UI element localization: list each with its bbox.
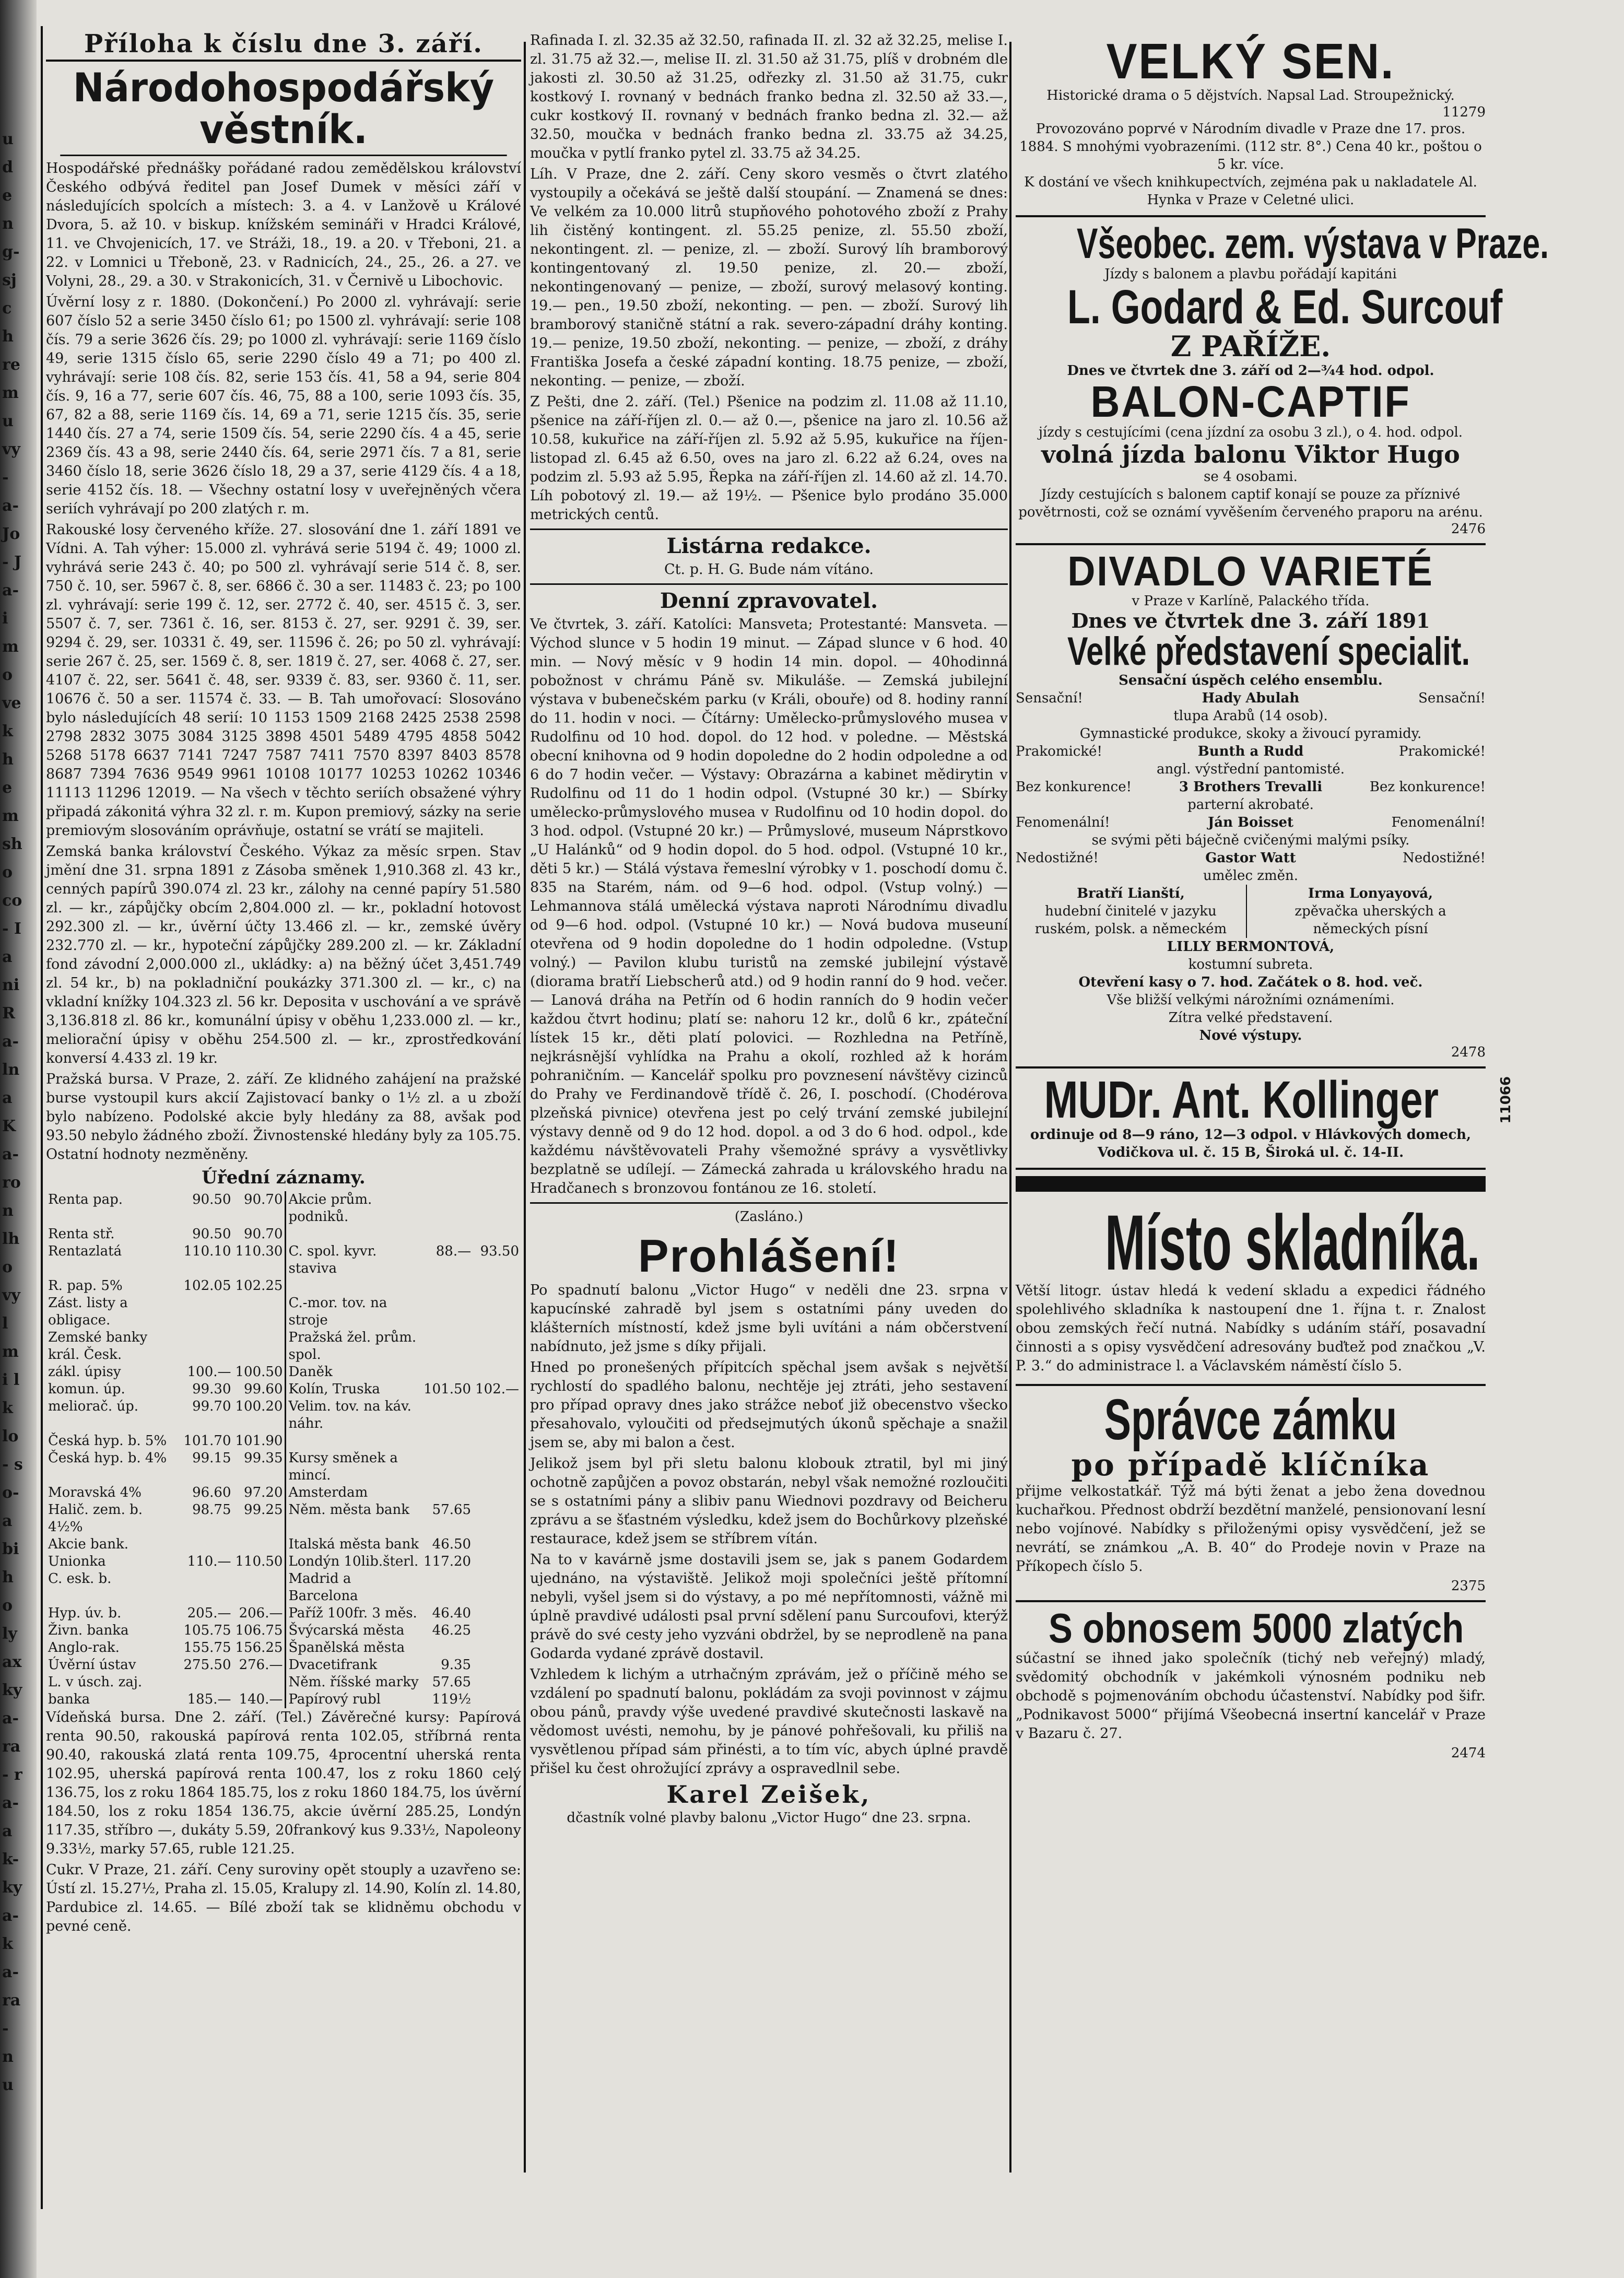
- ad-exhibition-title: Všeobec. zem. výstava v Praze.: [1077, 220, 1549, 267]
- rates-value-cell: 100.—: [187, 1364, 231, 1380]
- ad-variete-act-desc: angl. výstřední pantomisté.: [1156, 761, 1345, 777]
- daily-reporter-heading: Denní zpravovatel.: [660, 589, 878, 613]
- rates-label-cell: Italská města bank: [286, 1536, 421, 1553]
- rates-value-cell: 101.90: [235, 1432, 283, 1449]
- article-lectures: Hospodářské přednášky pořádané radou zemědělskou království Českého odbývá ředitel pan Josef Dumek v měsíci září v následujících spolcích a místech: 3. a 4. v Lanžově u Králové Dvora, 5. až 10. v biskup. knížském semináři v Hradci Králové, 11. ve Chvojenicích, 17. ve Stráži, 18., 19. a 20. v Třeboni, 21. a 22. v Lomnici u Třeboně, 23. v Radnicích, 24., 25., 26. a 27. ve Volyni, 28., 29. a 30. v Strakonicích, 31. v Černivě u Libochovic.: [46, 160, 521, 289]
- rates-value-cell: [421, 1570, 473, 1605]
- article-credit-lots: Úvěrní losy z r. 1880. (Dokončení.) Po 2000 zl. vyhrávají: serie 607 číslo 52 a serie 3450 číslo 61; po 1500 zl. vyhrávají: serie 108 čís. 79 a serie 3626 čís. 29; po 1000 zl. vyhrávají: serie 1169 číslo 49, serie 1315 číslo 65, serie 2290 číslo 49 a 71; po 400 zl. vyhrávají: serie 108 čís. 82, serie 153 čís. 41, 58 a 94, serie 804 čís. 9, 16 a 77, serie 607 čís. 46, 75, 88 a 100, serie 1093 čís. 35, 67, 82 a 88, serie 1169 čís. 14, 69 a 71, serie 1215 čís. 35, serie 1440 čís. 27 a 74, serie 1509 čís. 54, serie 2290 čís. 4 a 45, serie 2369 čís. 43 a 98, serie 2440 čís. 64, serie 2971 čís. 7 a 81, serie 3460 číslo 18, serie 3626 číslo 18, 29 a 37, serie 4129 čís. 4 a 18, serie 4152 čís. 18. — Všechny ostatní losy v uveřejněných včera seriích vyhrávají po 200 zlatých r. m.: [46, 293, 521, 517]
- column-economics: [46, 31, 521, 2141]
- rates-value-cell: 88.—: [436, 1243, 472, 1259]
- rates-value-cell: [473, 1622, 521, 1639]
- signature-note: dčastník volné plavby balonu „Victor Hugo“ dne 23. srpna.: [567, 1810, 971, 1826]
- rates-label-cell: Akcie prům. podniků.: [286, 1191, 421, 1226]
- ad-variete-act-desc: parterní akrobaté.: [1187, 796, 1314, 813]
- rates-row: [46, 1381, 521, 1398]
- rates-label-cell: Česká hyp. b. 5%: [48, 1432, 167, 1449]
- rates-row: [46, 1622, 521, 1639]
- rates-label-cell: Anglo-rak.: [48, 1639, 120, 1655]
- ad-variete-act-desc: umělec změn.: [1203, 867, 1299, 884]
- rates-row: [46, 1398, 521, 1432]
- rates-value-cell: 119½: [432, 1691, 472, 1707]
- ad-exhibition-line2: Dnes ve čtvrtek dne 3. září od 2—¾4 hod. odpol.: [1067, 363, 1434, 379]
- rates-row: [46, 1605, 521, 1622]
- ad-variete-tag: Fenomenální!: [1016, 814, 1110, 830]
- rates-label-cell: [286, 1277, 421, 1295]
- rates-table: [46, 1191, 521, 1708]
- rates-value-cell: 101.70: [183, 1432, 231, 1449]
- rates-value-cell: 96.60: [192, 1484, 231, 1500]
- proclamation-p3: Jelikož jsem byl při sletu balonu klobouk ztratil, byl mi jiný ochotně zapůjčen a povoz obstarán, nebyl však nemožné rozloučiti se s ostatními pány a slibiv panu Wiednovi pozdravy od Beicheru zprávu a se šťastném výsledku, kdež jsem do Bochůrkovy plzeňské restaurace, kdež jsem se stříbrem vítán.: [530, 1455, 1008, 1547]
- rates-label-cell: Pražská žel. prům. spol.: [286, 1329, 421, 1364]
- rates-row: [46, 1226, 521, 1243]
- article-prague-exchange: Pražská bursa. V Praze, 2. září. Ze klidného zahájení na pražské burse vystoupil kurs akcií Zajistovací banky o 1½ zl. a u zboží bylo nabízeno. Podolské akcie byly hledány za 88, avšak pod 93.50 nebylo žádného zboží. Živnostenské hledány byly za 105.75. Ostatní hodnoty nezměněny.: [46, 1071, 521, 1163]
- article-land-bank: Zemská banka království Českého. Výkaz za měsíc srpen. Stav jmění dne 31. srpna 1891 z Zásoba směnek 1,910.368 zl. 43 kr., cenných papírů 390.074 zl. 23 kr., zálohy na cenné papíry 51.580 zl. — kr., zápůjčky obcím 2,804.000 zl. — kr., pokladní hotovost 292.300 zl. — kr., úvěrní účty 13.466 zl. — kr., zemské úvěry 232.770 zl. — kr., hypoteční zápůjčky 289.200 zl. — kr. Základní fond závodní 2,000.000 zl., ukládky: a) na běžný účet 3,451.749 zl. 54 kr., b) na pokladniční poukázky 371.300 zl. — kr., c) na vkladní knížky 104.323 zl. 56 kr. Deposita v uschování a ve správě 3,136.818 zl. 86 kr., komunální úpisy v oběhu 1,233.000 zl. — kr., meliorační úpisy v oběhu 254.500 zl. — kr., zprostředkování konversí 4.433 zl. 19 kr.: [46, 843, 521, 1066]
- ad-variete-act: Bunth a Rudd: [1197, 743, 1304, 759]
- rates-value-cell: 99.15: [192, 1450, 231, 1466]
- ad-investment-number: 2474: [1451, 1745, 1486, 1761]
- rates-value-cell: 101.50: [423, 1381, 472, 1397]
- rates-value-cell: [473, 1432, 521, 1450]
- rates-label-cell: [286, 1226, 421, 1243]
- rates-label-cell: Renta stř.: [48, 1226, 115, 1242]
- ad-variete-tag: Nedostižné!: [1016, 850, 1099, 866]
- ad-variete-today: Dnes ve čtvrtek dne 3. září 1891: [1071, 608, 1430, 632]
- ad-exhibition-line3: jízdy s cestujícími (cena jízdní za osobu 3 zl.), o 4. hod. odpol.: [1038, 425, 1463, 441]
- rates-value-cell: 110.—: [187, 1553, 231, 1569]
- rates-label-cell: Halič. zem. b. 4½%: [48, 1501, 143, 1535]
- rates-label-cell: Kolín, Truska: [286, 1381, 421, 1398]
- ad-variete-tag: Fenomenální!: [1391, 814, 1486, 830]
- ad-warehouse-keeper: [1016, 1198, 1486, 1386]
- rates-value-cell: [473, 1226, 521, 1243]
- proclamation-p4: Na to v kavárně jsme dostavili jsem se, jak s panem Godardem ujednáno, na výstaviště. Jelikož moji společníci ještě přítomní nebyli, vyšel jsem si do výstavy, a po mé nepřítomnosti, vážně mi úplně pravdivé události psal první sdělení panu Surcoufovi, kterýž právě do své cesty jeho vyzváni obdržel, by se neprodleně na pana Godarda vydané zprávě dostavil.: [530, 1552, 1008, 1662]
- supplement-header: Příloha k číslu dne 3. září.: [46, 31, 521, 62]
- rates-value-cell: [473, 1639, 521, 1657]
- article-vienna-exchange: Vídeňská bursa. Dne 2. září. (Tel.) Závěrečné kursy: Papírová renta 90.50, rakouská papírová renta 102.05, stříbrná renta 90.40, rakouská zlatá renta 109.75, 4procentní uherská renta 102.95, uherská papírová renta 100.47, los z roku 1860 celý 136.75, los z roku 1864 185.75, los z roku 1860 184.75, los úvěrní 184.50, los z roku 1854 136.75, akcie úvěrní 285.25, Londýn 117.35, stříbro —, dukáty 5.59, 20frankový kus 9.33½, Napoleony 9.33½, marky 57.65, ruble 121.25.: [46, 1709, 521, 1857]
- rates-label-cell: C. esk. b.: [48, 1570, 112, 1587]
- ad-exhibition-line5: Jízdy cestujících s balonem captif konají se pouze za příznivé povětrnosti, což se oznámí vyvěšením červeného praporu na arénu.: [1018, 486, 1483, 520]
- ad-variete-line2: Sensační úspěch celého ensemblu.: [1119, 672, 1383, 688]
- rates-value-cell: 106.75: [235, 1622, 283, 1638]
- rates-value-cell: 185.—: [187, 1691, 231, 1707]
- ad-velky-sen-title: VELKÝ SEN.: [1106, 33, 1395, 89]
- ad-variete-tag: Bez konkurence!: [1369, 779, 1486, 795]
- ad-variete-line9: Vše bližší velkými nárožními oznámeními.: [1107, 992, 1395, 1008]
- rates-label-cell: Papírový rubl: [286, 1691, 421, 1708]
- ad-exhibition-from: Z PAŘÍŽE.: [1170, 330, 1331, 363]
- binding-spine: [0, 0, 37, 2278]
- rates-value-cell: [421, 1277, 473, 1295]
- rates-value-cell: [473, 1657, 521, 1674]
- rates-value-cell: [473, 1364, 521, 1381]
- rates-row: [46, 1484, 521, 1501]
- rates-label-cell: Zemské banky král. Česk.: [48, 1329, 148, 1363]
- column-divider: [1009, 42, 1011, 2173]
- column-divider: [524, 42, 526, 2173]
- editor-letters-heading: Listárna redakce.: [666, 534, 872, 558]
- rates-label-cell: Španělská města: [286, 1639, 421, 1657]
- rates-label-cell: Paříž 100fr. 3 měs.: [286, 1605, 421, 1622]
- rates-row: [46, 1432, 521, 1450]
- ad-variete-duo-left: [1016, 885, 1247, 938]
- rates-value-cell: 140.—: [239, 1691, 283, 1707]
- rates-value-cell: [421, 1226, 473, 1243]
- ad-castle-number: 2375: [1451, 1578, 1486, 1594]
- rates-row: [46, 1277, 521, 1295]
- ad-warehouse-text: Větší litogr. ústav hledá k vedení skladu a expedici řádného spolehlivého skladníka k nastoupení dne 1. října t. r. Znalost obou zemských řečí nutná. Nabídky s udáním stáří, posavadní činnosti a s opisy vysvědčení adresovány buďtež pod značkou „V. P. 3.“ do administrace l. a Václavském náměstí číslo 5.: [1016, 1282, 1486, 1374]
- rates-row: [46, 1191, 521, 1226]
- rates-row: [46, 1674, 521, 1691]
- ad-investment-text: súčastní se ihned jako společník (tichý neb veřejný) mladý, svědomitý obchodník v jakémkoli výnosném podniku neb obchodě s pojmenováním obchodu účastenství. Nabídky pod šifr. „Podnikavost 5000“ přijímá Všeobecná insertní kancelář v Praze v Bazaru č. 27.: [1016, 1650, 1486, 1742]
- rates-value-cell: [421, 1450, 473, 1484]
- rates-value-cell: [421, 1639, 473, 1657]
- divider: [530, 529, 1008, 530]
- rates-value-cell: 90.70: [244, 1226, 283, 1242]
- article-red-cross-lots: Rakouské losy červeného kříže. 27. slosování dne 1. září 1891 ve Vídni. A. Tah výher: 15.000 zl. vyhrává serie 5194 č. 49; 1000 zl. vyhrává serie 243 č. 40; po 500 zl. vyhrávají serie 514 č. 8, ser. 750 č. 10, ser. 5967 č. 8, ser. 6866 č. 30 a ser. 11483 č. 23; po 100 zl. vyhrávají: serie 199 č. 12, ser. 2772 č. 40, ser. 4515 č. 3, ser. 5507 č. 7, ser. 7361 č. 16, ser. 8153 č. 27, ser. 9291 č. 39, ser. 9294 č. 29, ser. 10331 č. 49, ser. 11596 č. 26; po 50 zl. vyhrávají: serie 267 č. 25, ser. 1569 č. 8, ser. 1819 č. 27, ser. 4068 č. 27, ser. 4107 č. 22, ser. 5641 č. 48, ser. 9339 č. 83, ser. 9360 č. 11, ser. 10676 č. 50 a ser. 11574 č. 33. — B. Tah umořovací: Slosováno bylo následujících 48 serií: 10 1153 1509 2168 2425 2538 2598 2798 2832 3075 3084 3125 3898 4501 5489 4795 4858 5042 5268 5178 6637 7141 7247 7587 7411 7570 8397 8403 8578 8687 7394 7636 9549 9961 10108 10177 10253 10262 10346 11113 11296 12019. — Na všech v těchto seriích obsažené výhry připadá zákonitá výhra 32 zl. r. m. Kupon premiový, sázky na serie premiovým slosováním oprávňuje, ostatní se vrátí se majiteli.: [46, 521, 521, 839]
- rates-value-cell: 99.35: [244, 1450, 283, 1466]
- ad-variete-title: DIVADLO VARIETÉ: [1067, 547, 1434, 594]
- rates-value-cell: [473, 1536, 521, 1553]
- divider: [530, 583, 1008, 585]
- ad-castle-manager: [1016, 1386, 1486, 1602]
- rates-value-cell: 98.75: [192, 1501, 231, 1518]
- rates-value-cell: 156.25: [235, 1639, 283, 1655]
- rates-value-cell: [473, 1191, 521, 1226]
- ad-warehouse-title: Místo skladníka.: [1105, 1198, 1480, 1286]
- ad-variete-duo-row: [1016, 885, 1486, 938]
- ad-variete-act-row: [1016, 689, 1486, 707]
- ad-investment: [1016, 1602, 1486, 1767]
- rates-label-cell: zákl. úpisy: [48, 1364, 121, 1380]
- ad-variete-line10: Zítra velké představení.: [1168, 1009, 1333, 1026]
- ad-exhibition-line1: Jízdy s balonem a plavbu pořádají kapitáni: [1104, 266, 1397, 282]
- rates-label-cell: komun. úp.: [48, 1381, 125, 1397]
- rates-label-cell: meliorač. úp.: [48, 1398, 138, 1414]
- ad-variete-act: Gastor Watt: [1205, 850, 1296, 866]
- rates-label-cell: Moravská 4%: [48, 1484, 142, 1500]
- rates-value-cell: [182, 1536, 233, 1553]
- ad-variete-tag: Bez konkurence!: [1016, 779, 1132, 795]
- rates-label-cell: C. spol. kyvr. staviva: [286, 1243, 421, 1277]
- rates-label-cell: Zást. listy a obligace.: [48, 1295, 128, 1328]
- ad-velky-sen-line1: Historické drama o 5 dějstvích. Napsal Lad. Stroupežnický.: [1046, 88, 1455, 103]
- article-pest-grain: Z Pešti, dne 2. září. (Tel.) Pšenice na podzim zl. 11.08 až 11.10, pšenice na září-říjen zl. 0.— až 0.—, pšenice na jaro zl. 10.56 až 10.58, kukuřice na září-říjen zl. 5.92 až 5.95, kukuřice na říjen-listopad zl. 6.45 až 6.50, oves na jaro zl. 6.22 až 6.24, oves na podzim zl. 5.93 až 5.95, Řepka na září-říjen zl. 14.60 až zl. 14.70. Líh pobotový zl. 19.— až 19½. — Pšenice bylo prodáno 35.000 metrických centů.: [530, 394, 1008, 523]
- ad-exhibition-number: 2476: [1451, 521, 1486, 537]
- ad-exhibition-balloon: [1016, 217, 1549, 545]
- spine-fragment-text: ude ng- sjch rem u vy- a- Jo- Ja- imo vek hem sho co- I a ni Ra- lna Ka- ron lho vyl mi lk lo- so- a bi ho ly ax ky a- ra- ra- ak- ky a- ka- ra- nu: [2, 130, 23, 2094]
- rates-row: [46, 1657, 521, 1674]
- ad-variete-act: LILLY BERMONTOVÁ,: [1167, 938, 1335, 955]
- rates-value-cell: [473, 1501, 521, 1536]
- ad-variete: [1016, 545, 1486, 1068]
- article-sugar: Cukr. V Praze, 21. září. Ceny suroviny opět stouply a uzavřeno se: Ústí zl. 15.27½, Praha zl. 15.05, Kralupy zl. 14.90, Kolín zl. 14.80, Pardubice zl. 14.65. — Bílé zboží tak se klidněmu obchodu v pevné ceně.: [46, 1861, 521, 1934]
- ad-variete-tag: Sensační!: [1418, 690, 1486, 706]
- ad-variete-big: Velké představení specialit.: [1067, 629, 1470, 674]
- ad-variete-act: Ján Boisset: [1207, 814, 1294, 830]
- ad-variete-act-row: [1016, 778, 1486, 796]
- rates-row: [46, 1329, 521, 1364]
- rates-value-cell: [233, 1329, 286, 1364]
- section-title: Národohospodářský věstník.: [60, 67, 507, 156]
- rates-value-cell: [473, 1398, 521, 1432]
- rates-label-cell: Velim. tov. na káv. náhr.: [286, 1398, 421, 1432]
- rates-value-cell: [473, 1674, 521, 1691]
- rates-value-cell: 100.50: [235, 1364, 283, 1380]
- ad-variete-line3: Gymnastické produkce, skoky a živoucí pyramidy.: [1079, 725, 1422, 742]
- rates-value-cell: 276.—: [239, 1657, 283, 1673]
- rates-value-cell: 205.—: [187, 1605, 231, 1621]
- ad-variete-act-desc: kostumní subreta.: [1188, 956, 1313, 972]
- rates-value-cell: [473, 1484, 521, 1501]
- rates-label-cell: banka: [48, 1691, 90, 1707]
- rates-label-cell: C.-mor. tov. na stroje: [286, 1295, 421, 1329]
- ad-kollinger-vertical-number: 11066: [1498, 1076, 1514, 1124]
- rates-label-cell: Daněk: [286, 1364, 421, 1381]
- rates-label-cell: Madrid a Barcelona: [286, 1570, 421, 1605]
- ad-variete-act: Bratří Lianští,: [1077, 885, 1185, 901]
- rates-row: [46, 1295, 521, 1329]
- ad-variete-act-row: [1016, 849, 1486, 867]
- column-ads: [1016, 31, 1549, 2141]
- ad-variete-line8: Otevření kasy o 7. hod. Začátek o 8. hod. več.: [1078, 974, 1423, 990]
- ad-velky-sen-line2: Provozováno poprvé v Národním divadle v Praze dne 17. pros. 1884. S mnohými vyobrazeními. (112 str. 8°.) Cena 40 kr., poštou o 5 kr. více.: [1019, 121, 1482, 172]
- daily-reporter-text: Ve čtvrtek, 3. září. Katolíci: Mansveta; Protestanté: Mansveta. — Východ slunce v 5 hodin 19 minut. — Západ slunce v 6 hod. 40 min. — Nový měsíc v 9 hodin 14 min. dopol. — 40hodinná pobožnost v chrámu Páně sv. Mikuláše. — Zemská jubilejní výstava v bubenečském parku (v Králi, obouře) od 8. hodiny ranní do 11. hodin v noci. — Čítárny: Umělecko-průmyslového musea v Rudolfinu od 10 hod. dopol. do 12 hod. v poledne. — Městská obecní knihovna od 9 hodin dopoledne do 2 hodin odpoledne a od 6 do 7 hodin večer. — Výstavy: Obrazárna a kabinet mědirytin v Rudolfinu od 11 do 1 hodin odpol. (Vstupné 30 kr.) — Sbírky umělecko-průmyslového musea v Rudolfinu od 10 hodin dopol. do 3 hod. odpol. (Vstupné 20 kr.) — Průmyslové, museum Náprstkovo „U Halánků“ od 9 hodin dopol. do 5 hod. odpol. (Vstupné 10 kr., děti 5 kr.) — Stálá výstava řemeslní výrobky v 1. poschodí domu č. 835 na Starém, nám. od 9—6 hod. odpol. (Vstup volný.) — Lehmannova stálá umělecká výstava naproti Národnímu divadlu od 9—6 hod. odpol. (Vstupné 10 kr.) — Nová budova museuní otevřena od 9 hodin dopoledne do 1 hodin odpoledne. (Vstup volný.) — Pavilon klubu turistů na zemské jubilejní výstavě (diorama bratří Liebscherů atd.) od 9 hodin ranní do 9 hod. večer. — Lanová dráha na Petřín od 6 hodin ranních do 9 hodin večer každou čtvrt hodinu; platí se: nahoru 12 kr., dolů 6 kr., zpáteční lístek 15 kr., děti platí polovici. — Rozhledna na Petříně, nejkrásnější vyhlídka na Prahu a okolí, rozhled až k horám pohraničním. — Kancelář spolku pro povznesení návštěvy cizinců do Prahy ve Ferdinandově třídě č. 26, I. poschodí. (Chodérova plzeňská pivnice) otevřena jest po celý trvání zemské jubilejní výstavy denně od 9 do 12 hod. dopol. a od 3 do 6 hod. odpol., kde každému návštěvovateli Prahy všemožné správy a vysvětlivky bezplatně se udílejí. — Zámecká zahrada u královského hradu na Hradčanech s bronzovou fontánou ze 16. století.: [530, 616, 1008, 1196]
- rates-value-cell: 97.20: [244, 1484, 283, 1500]
- proclamation-p1: Po spadnutí balonu „Victor Hugo“ v neděli dne 23. srpna v kapucínské zahradě byl jsem s ostatními pány uveden do klášterních místností, kdež jsme byli uvítáni a nám občerstvení nabídnuto, jež jsme s díky přijali.: [530, 1282, 1008, 1355]
- proclamation-p2: Hned po pronešených přípitcích spěchal jsem avšak s největší rychlostí do spadlého balonu, nechtěje jej ztráti, jeho sestavení pro případ opravy dnes jako strážce neboť již obecenstvo všecko přesahovalo, vyloučiti od předsejmutých úkonů spěchaje a snažil jsem se, aby mi balon a čest.: [530, 1359, 1008, 1451]
- ad-variete-act-row: [1016, 814, 1486, 831]
- rates-value-cell: 110.30: [235, 1243, 283, 1259]
- ad-variete-line1: v Praze v Karlíně, Palackého třída.: [1132, 593, 1370, 609]
- rates-label-cell: Živn. banka: [48, 1622, 129, 1638]
- ad-velky-sen-number: 11279: [1442, 104, 1486, 120]
- proclamation-p5: Vzhledem k lichým a utrhačným zprávám, jež o příčině mého se vzdálení po spadnutí balonu, pokládám za svoji povinnost v zájmu obou pánů, pravdy výše uvedené pravdivé skutečnosti laskavě na vědomost uvésti, nemohu, by je pánové pohřešovali, ku přiliš na vysvětlenou případ sám přinésti, a to tím víc, abych úplné pravdě přišel ku čest ohrožující zprávy a ospravedlnil sebe.: [530, 1666, 1008, 1777]
- rates-value-cell: 206.—: [239, 1605, 283, 1621]
- ad-variete-number: 2478: [1451, 1044, 1486, 1060]
- rates-value-cell: [233, 1536, 286, 1553]
- rates-value-cell: 110.50: [235, 1553, 283, 1569]
- rates-table-heading: Úřední záznamy.: [202, 1167, 366, 1188]
- rates-value-cell: [421, 1191, 473, 1226]
- rates-label-cell: L. v úsch. zaj.: [48, 1674, 143, 1690]
- rates-value-cell: 102.05: [183, 1277, 231, 1294]
- ad-exhibition-names: L. Godard & Ed. Surcouf: [1067, 280, 1503, 334]
- ad-variete-duo-right: [1255, 885, 1486, 938]
- rates-row: [46, 1450, 521, 1484]
- rates-label-cell: Úvěrní ústav: [48, 1657, 136, 1673]
- rates-value-cell: [233, 1295, 286, 1329]
- rates-value-cell: [233, 1674, 286, 1691]
- rates-value-cell: [182, 1329, 233, 1364]
- ad-variete-act: Hady Abulah: [1202, 690, 1300, 706]
- ad-variete-act-desc: se svými pěti báječně cvičenými malými psíky.: [1091, 832, 1410, 848]
- rates-value-cell: [473, 1295, 521, 1329]
- divider: [530, 1202, 1008, 1204]
- article-sugar-prices: Rafinada I. zl. 32.35 až 32.50, rafinada II. zl. 32 až 32.25, melise I. zl. 31.75 až 32.—, melise II. zl. 31.50 až 31.75, plíš v drobném dle jakosti zl. 30.50 až 31.25, odřezky zl. 31.50 až 31.75, cukr kostkový I. rovnaný v bednách franko bedna zl. 32.50 až 33.—, cukr kostkový II. rovnaný v bednách franko bedna zl. 32.— až 32.50, moučka v bednách franko bedna zl. 33.75 až 34.25, moučka v pytlí franko pytel zl. 33.75 až 34.25.: [530, 32, 1008, 161]
- rates-label-cell: Něm. říšské marky: [286, 1674, 421, 1691]
- rates-label-cell: Švýcarská města: [286, 1622, 421, 1639]
- ad-variete-act-desc: hudební činitelé v jazyku ruském, polsk. a německém: [1034, 903, 1227, 937]
- rates-value-cell: 102.—: [475, 1381, 519, 1397]
- rates-value-cell: [421, 1364, 473, 1381]
- ad-exhibition-free: volná jízda balonu Viktor Hugo: [1041, 440, 1460, 469]
- rates-row: [46, 1570, 521, 1605]
- ad-kollinger-hours: ordinuje od 8—9 ráno, 12—3 odpol. v Hlávkových domech, Vodičkova ul. č. 15 B, Široká ul. č. 14-II.: [1030, 1126, 1472, 1160]
- rates-value-cell: 90.50: [192, 1226, 231, 1242]
- rates-value-cell: 93.50: [480, 1243, 519, 1259]
- ad-investment-title: S obnosem 5000 zlatých: [1049, 1604, 1464, 1651]
- rates-value-cell: [421, 1432, 473, 1450]
- ad-variete-line11: Nové výstupy.: [1199, 1027, 1302, 1043]
- rates-value-cell: [473, 1691, 521, 1708]
- rates-value-cell: 105.75: [183, 1622, 231, 1638]
- rates-value-cell: 46.50: [432, 1536, 472, 1552]
- sent-label: (Zasláno.): [734, 1209, 804, 1225]
- rates-value-cell: [473, 1570, 521, 1605]
- ad-exhibition-captif: BALON-CAPTIF: [1090, 377, 1411, 427]
- rates-label-cell: Česká hyp. b. 4%: [48, 1450, 167, 1466]
- rates-value-cell: 57.65: [432, 1501, 472, 1518]
- rates-label-cell: Hyp. úv. b.: [48, 1605, 122, 1621]
- rates-label-cell: R. pap. 5%: [48, 1277, 123, 1294]
- ad-kollinger: [1016, 1068, 1514, 1170]
- rates-label-cell: Rentazlatá: [48, 1243, 122, 1259]
- column-news: [530, 31, 1008, 2141]
- rates-value-cell: [421, 1295, 473, 1329]
- proclamation-title: Prohlášení!: [638, 1230, 900, 1282]
- ad-variete-act: Irma Lonyayová,: [1308, 885, 1433, 901]
- ad-castle-text: přijme velkostatkář. Týž má býti ženat a jebo žena dovednou kuchařkou. Přednost obdrží bezdětní manželé, pensionovaní lesní nebo vojínové. Nabídky s přiloženými opisy vysvědčení, jež se nevrátí, se známkou „A. B. 40“ do Prodeje novin v Praze na Příkopech číslo 5.: [1016, 1483, 1486, 1575]
- rates-value-cell: 155.75: [183, 1639, 231, 1655]
- thick-divider: [1016, 1176, 1486, 1192]
- rates-label-cell: Amsterdam: [286, 1484, 421, 1501]
- rates-value-cell: [182, 1674, 233, 1691]
- rates-row: [46, 1536, 521, 1553]
- rates-row: [46, 1691, 521, 1708]
- rates-value-cell: [182, 1295, 233, 1329]
- article-spirit: Líh. V Praze, dne 2. září. Ceny skoro vesměs o čtvrt zlatého vystoupily a očekává se ještě další stoupání. — Znamená se dnes: Ve velkém za 10.000 litrů stupňového pohotového zboží z Prahy lih čistěný kontingent. zl. 55.25 penize, zl. 55.50 zboží, nekontingent. zl. — penize, zl. — zboží. Surový líh bramborový kontingentovaný zl. 19.50 penize, zl. 20.— zboží, nekontingenovaný — penize, — zboží, surový melasový konting. 19.— pen., 19.50 zboží, nekonting. — pen. — zboží. Surový lih bramborový staničně státní a rak. severo-západní dráhy konting. 19.— penize, 19.50 zboží, nekonting. — penize, — zboží, z dráhy Františka Josefa a české západní konting. 18.75 penize, — zboží, nekonting. — penize, — zboží.: [530, 166, 1008, 389]
- rates-value-cell: [473, 1553, 521, 1570]
- rates-row: [46, 1553, 521, 1570]
- ad-velky-sen: [1016, 31, 1486, 217]
- ad-variete-act: 3 Brothers Trevalli: [1179, 779, 1323, 795]
- rates-value-cell: 46.40: [432, 1605, 472, 1621]
- rates-value-cell: [473, 1450, 521, 1484]
- rates-value-cell: [182, 1570, 233, 1605]
- ad-kollinger-title-row: [1016, 1070, 1514, 1129]
- rates-label-cell: Unionka: [48, 1553, 106, 1569]
- rates-value-cell: 275.50: [183, 1657, 231, 1673]
- rates-value-cell: [233, 1570, 286, 1605]
- rates-value-cell: [473, 1277, 521, 1295]
- rates-value-cell: 99.60: [244, 1381, 283, 1397]
- rates-value-cell: [421, 1329, 473, 1364]
- ad-exhibition-line4: se 4 osobami.: [1204, 468, 1298, 485]
- rates-value-cell: 46.25: [432, 1622, 472, 1638]
- rates-value-cell: 100.20: [235, 1398, 283, 1414]
- rates-value-cell: 99.70: [192, 1398, 231, 1414]
- rates-value-cell: 9.35: [441, 1657, 472, 1673]
- ad-velky-sen-line3: K dostání ve všech knihkupectvích, zejména pak u nakladatele Al. Hynka v Praze v Celetné ulici.: [1024, 174, 1477, 208]
- rates-value-cell: [421, 1398, 473, 1432]
- rates-label-cell: Něm. města bank: [286, 1501, 421, 1536]
- rates-label-cell: Dvacetifrank: [286, 1657, 421, 1674]
- ad-castle-subtitle: po případě klíčníka: [1071, 1447, 1430, 1483]
- ad-variete-act-row: [1016, 743, 1486, 760]
- ad-variete-act-desc: zpěvačka uherských a německých písní: [1295, 903, 1446, 937]
- rates-value-cell: [421, 1484, 473, 1501]
- ad-kollinger-name: MUDr. Ant. Kollinger: [1044, 1070, 1439, 1129]
- rates-label-cell: [286, 1432, 421, 1450]
- ad-variete-tag: Prakomické!: [1016, 743, 1102, 759]
- rates-value-cell: 110.10: [183, 1243, 231, 1259]
- rates-row: [46, 1243, 521, 1277]
- ad-variete-tag: Sensační!: [1016, 690, 1083, 706]
- rates-label-cell: Londýn 10lib.šterl.: [286, 1553, 421, 1570]
- ad-variete-act-desc: tlupa Arabů (14 osob).: [1173, 708, 1328, 724]
- rates-value-cell: 99.30: [192, 1381, 231, 1397]
- ad-variete-tag: Nedostižné!: [1403, 850, 1486, 866]
- rates-value-cell: 117.20: [423, 1553, 472, 1569]
- rates-value-cell: 90.70: [244, 1191, 283, 1207]
- ad-variete-tag: Prakomické!: [1399, 743, 1486, 759]
- rates-row: [46, 1364, 521, 1381]
- rates-label-cell: Kursy směnek a mincí.: [286, 1450, 421, 1484]
- rates-label-cell: Akcie bank.: [48, 1536, 128, 1552]
- rates-value-cell: 102.25: [235, 1277, 283, 1294]
- rates-value-cell: [473, 1605, 521, 1622]
- ad-castle-title: Správce zámku: [1104, 1387, 1397, 1452]
- rates-value-cell: 90.50: [192, 1191, 231, 1207]
- rates-value-cell: [473, 1329, 521, 1364]
- editor-letters-text: Ct. p. H. G. Bude nám vítáno.: [664, 561, 874, 578]
- rates-value-cell: 57.65: [432, 1674, 472, 1690]
- rates-row: [46, 1501, 521, 1536]
- rates-value-cell: 99.25: [244, 1501, 283, 1518]
- rates-row: [46, 1639, 521, 1657]
- proclamation-signature: Karel Zeišek,: [666, 1780, 872, 1809]
- rates-label-cell: Renta pap.: [48, 1191, 123, 1207]
